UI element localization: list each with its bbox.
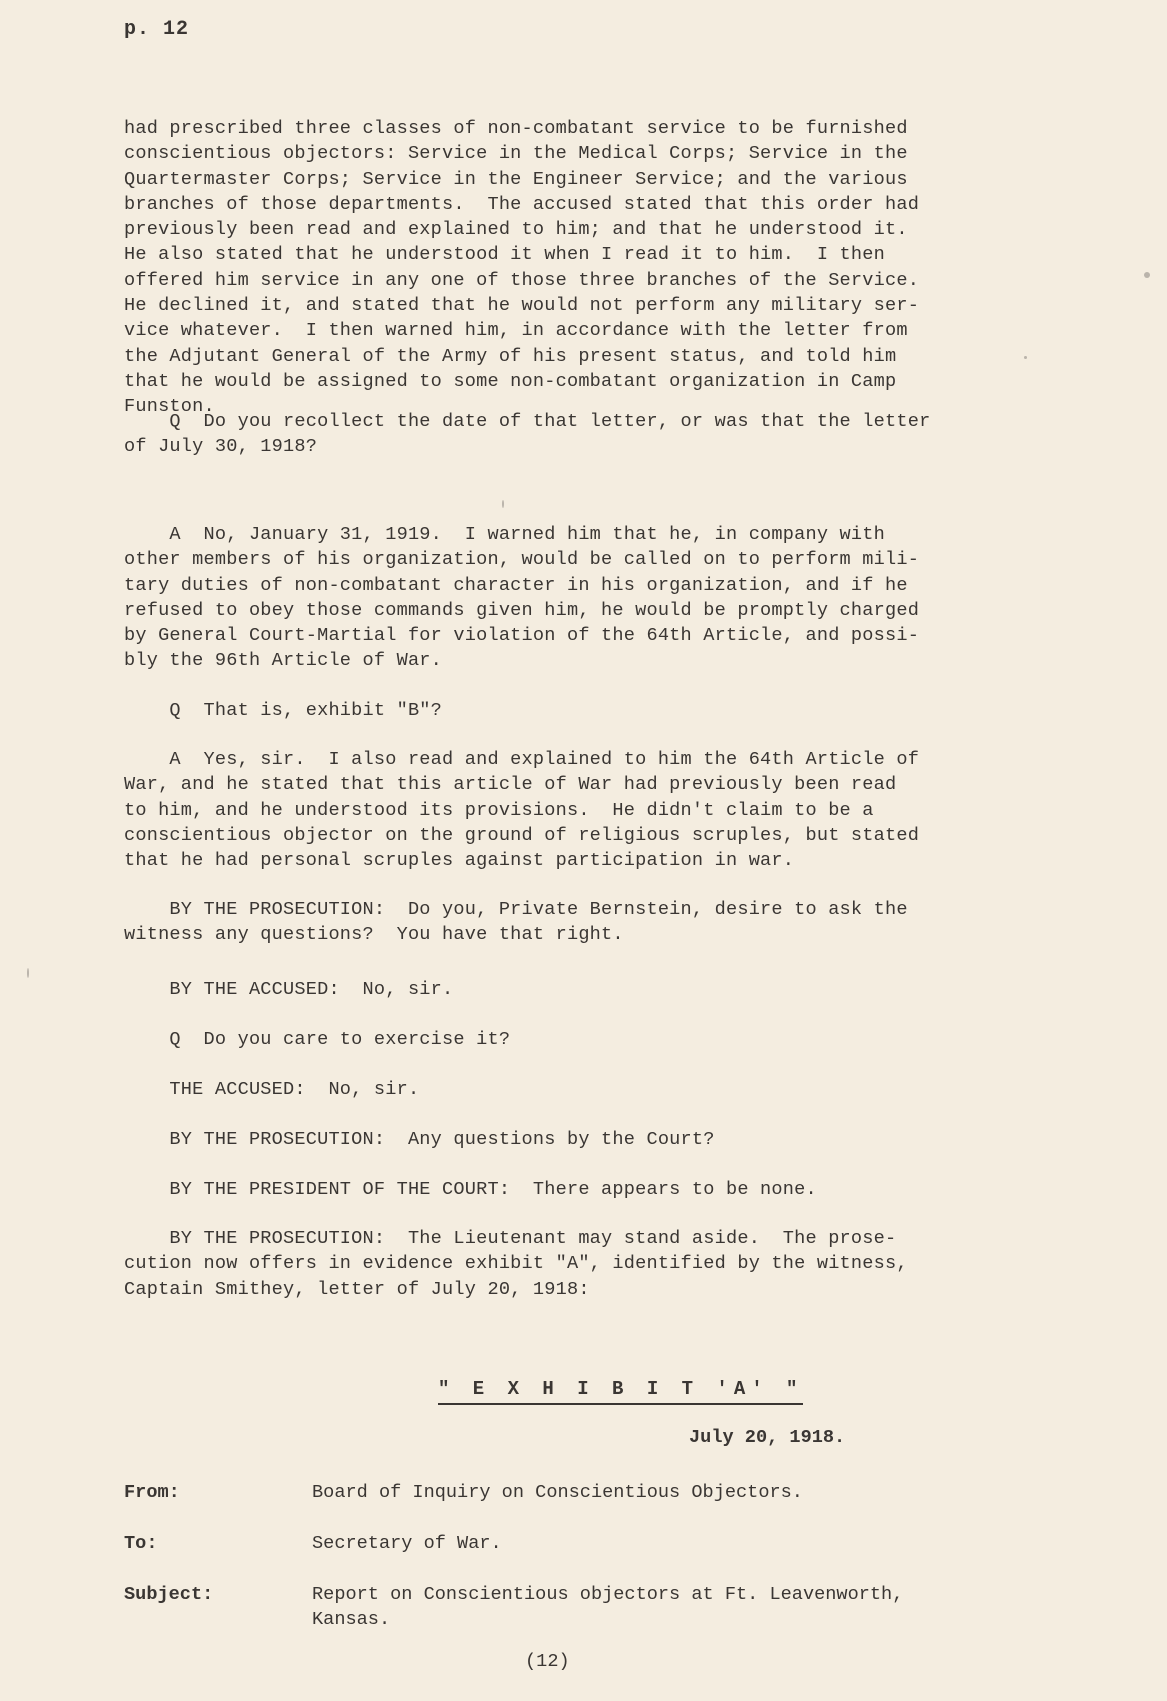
page-footer: (12) (525, 1651, 570, 1672)
memo-subject-label: Subject: (124, 1584, 214, 1605)
memo-to-value: Secretary of War. (312, 1533, 502, 1554)
memo-from-label: From: (124, 1482, 180, 1503)
memo-subject-row (124, 1582, 1024, 1634)
paragraph-question-date: Q Do you recollect the date of that letter, or was that the letter of July 30, 1918? (124, 411, 931, 458)
memo-from-value: Board of Inquiry on Conscientious Objectors. (312, 1482, 803, 1503)
paragraph-testimony-continued: had prescribed three classes of non-combatant service to be furnished conscientious objectors: Service in the Medical Corps; Service in the Quartermaster Corps; Service in the Engineer Service; and the various branches of those departments. The accused stated that this order had previously been read and explained to him; and that he understood it. He also stated that he understood it when I read it to him. I then offered him service in any one of those three branches of the Service. He declined it, and stated that he would not perform any military ser- vice whatever. I then warned him, in accordance with the letter from the Adjutant General of the Army of his present status, and told him that he would be assigned to some non-combatant organization in Camp Funston. (124, 118, 920, 418)
paper-speck (1144, 272, 1150, 278)
paper-speck (502, 500, 504, 508)
paragraph-answer-64th-article: A Yes, sir. I also read and explained to him the 64th Article of War, and he stated that this article of War had previously been read to him, and he understood its provisions. He didn't claim to be a conscientious objector on the ground of religious scruples, but stated that he had personal scruples against participation in war. (124, 749, 920, 872)
paragraph-prosecution-offers-exhibit: BY THE PROSECUTION: The Lieutenant may stand aside. The prose- cution now offers in evidence exhibit "A", identified by the witness, Captain Smithey, letter of July 20, 1918: (124, 1228, 908, 1300)
memo-to-label: To: (124, 1533, 158, 1554)
paragraph-prosecution-court: BY THE PROSECUTION: Any questions by the Court? (124, 1129, 715, 1150)
paper-speck (1024, 356, 1027, 359)
paragraph-accused-reply: BY THE ACCUSED: No, sir. (124, 979, 454, 1000)
memo-to-row (124, 1531, 1024, 1557)
paragraph-prosecution-question: BY THE PROSECUTION: Do you, Private Bernstein, desire to ask the witness any questions? You have that right. (124, 899, 908, 946)
page-header: p. 12 (124, 18, 190, 41)
exhibit-date: July 20, 1918. (689, 1427, 846, 1448)
paragraph-president-court: BY THE PRESIDENT OF THE COURT: There appears to be none. (124, 1179, 817, 1200)
memo-from-row (124, 1480, 1024, 1506)
memo-subject-value: Report on Conscientious objectors at Ft. Leavenworth, Kansas. (312, 1584, 904, 1631)
paper-speck (27, 968, 29, 978)
exhibit-heading: " E X H I B I T 'A' " (438, 1378, 803, 1405)
paragraph-answer-warning: A No, January 31, 1919. I warned him that he, in company with other members of his organization, would be called on to perform mili- tary duties of non-combatant character in his organization, and if he refused to obey those commands given him, he would be promptly charged by General Court-Martial for violation of the 64th Article, and possi- bly the 96th Article of War. (124, 524, 920, 672)
paragraph-question-exhibit-b: Q That is, exhibit "B"? (124, 700, 443, 721)
paragraph-question-exercise: Q Do you care to exercise it? (124, 1029, 511, 1050)
paragraph-accused-reply-2: THE ACCUSED: No, sir. (124, 1079, 420, 1100)
